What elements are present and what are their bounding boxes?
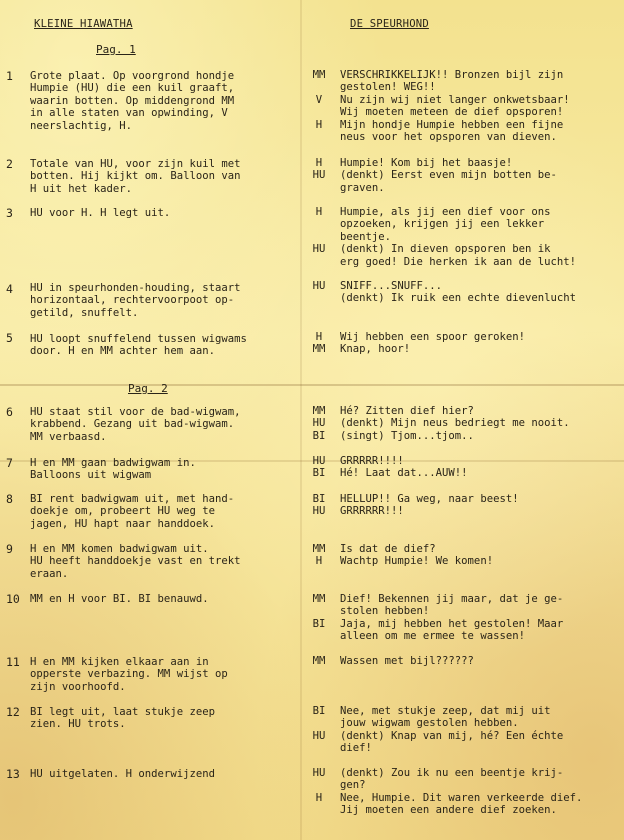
header-left-title: KLEINE HIAWATHA bbox=[34, 18, 133, 30]
scene-speakers: BI HU bbox=[312, 705, 326, 742]
scene-description: BI rent badwigwam uit, met hand- doekje om, probeert HU weg te jagen, HU hapt naar handdoek. bbox=[30, 493, 235, 530]
scene-speakers: BI HU bbox=[312, 493, 326, 518]
scene-description: HU staat stil voor de bad-wigwam, krabbend. Gezang uit bad-wigwam. MM verbaasd. bbox=[30, 406, 241, 443]
scene-speakers: HU H bbox=[312, 767, 326, 804]
scene-dialogue: Humpie, als jij een dief voor ons opzoeken, krijgen jij een lekker beentje. (denkt) In dieven opsporen ben ik erg goed! Die herken ik aan de lucht! bbox=[340, 206, 576, 268]
scene-dialogue: Dief! Bekennen jij maar, dat je ge- stolen hebben! Jaja, mij hebben het gestolen! Maar alleen om me ermee te wassen! bbox=[340, 593, 564, 643]
scene-dialogue: Is dat de dief? Wachtp Humpie! We komen! bbox=[340, 543, 494, 568]
scene-speakers: H HU bbox=[312, 157, 326, 182]
scene-dialogue: Hé? Zitten dief hier? (denkt) Mijn neus bedriegt me nooit. (singt) Tjom...tjom.. bbox=[340, 405, 570, 442]
scene-dialogue: GRRRRR!!!! Hé! Laat dat...AUW!! bbox=[340, 455, 468, 480]
scene-number: 1 bbox=[6, 69, 13, 83]
scene-number: 6 bbox=[6, 405, 13, 419]
scene-dialogue: SNIFF...SNUFF... (denkt) Ik ruik een echte dievenlucht bbox=[340, 280, 576, 305]
scene-dialogue: Nee, met stukje zeep, dat mij uit jouw wigwam gestolen hebben. (denkt) Knap van mij, hé? Een échte dief! bbox=[340, 705, 564, 755]
scene-description: BI legt uit, laat stukje zeep zien. HU trots. bbox=[30, 706, 215, 731]
scene-dialogue: HELLUP!! Ga weg, naar beest! GRRRRRR!!! bbox=[340, 493, 519, 518]
scene-speakers: MM bbox=[312, 655, 326, 667]
scene-dialogue: Wassen met bijl?????? bbox=[340, 655, 474, 667]
paper-fold-vertical bbox=[300, 0, 302, 840]
scene-description: Totale van HU, voor zijn kuil met botten. Hij kijkt om. Balloon van H uit het kader. bbox=[30, 158, 241, 195]
paper-fold-line bbox=[0, 384, 624, 386]
scene-dialogue: (denkt) Zou ik nu een beentje krij- gen? Nee, Humpie. Dit waren verkeerde dief. Jij moeten een andere dief zoeken. bbox=[340, 767, 583, 817]
scene-speakers: MM H bbox=[312, 543, 326, 568]
scene-speakers: MM BI bbox=[312, 593, 326, 630]
scene-number: 9 bbox=[6, 542, 13, 556]
scene-speakers: H MM bbox=[312, 331, 326, 356]
scene-number: 10 bbox=[6, 592, 20, 606]
scene-number: 7 bbox=[6, 456, 13, 470]
page-heading-2: Pag. 2 bbox=[128, 382, 168, 395]
scene-dialogue: VERSCHRIKKELIJK!! Bronzen bijl zijn gestolen! WEG!! Nu zijn wij niet langer onkwetsbaar! Wij moeten meteen de dief opsporen! Mijn hondje Humpie hebben een fijne neus voor het opsporen van dieven. bbox=[340, 69, 570, 144]
scene-number: 5 bbox=[6, 331, 13, 345]
scene-number: 11 bbox=[6, 655, 20, 669]
scene-number: 8 bbox=[6, 492, 13, 506]
scene-description: H en MM kijken elkaar aan in opperste verbazing. MM wijst op zijn voorhoofd. bbox=[30, 656, 228, 693]
scene-number: 13 bbox=[6, 767, 20, 781]
scene-number: 12 bbox=[6, 705, 20, 719]
scene-speakers: HU bbox=[312, 280, 326, 292]
scene-description: Grote plaat. Op voorgrond hondje Humpie (HU) die een kuil graaft, waarin botten. Op middengrond MM in alle staten van opwinding, V neerslachtig, H. bbox=[30, 70, 235, 132]
scene-speakers: H HU bbox=[312, 206, 326, 256]
scene-dialogue: Humpie! Kom bij het baasje! (denkt) Eerst even mijn botten be- graven. bbox=[340, 157, 557, 194]
scene-speakers: MM V H bbox=[312, 69, 326, 131]
header-right-title: DE SPEURHOND bbox=[350, 18, 429, 30]
scene-description: HU loopt snuffelend tussen wigwams door. H en MM achter hem aan. bbox=[30, 333, 247, 358]
scene-number: 4 bbox=[6, 282, 13, 296]
scene-speakers: HU BI bbox=[312, 455, 326, 480]
scene-description: HU in speurhonden-houding, staart horizontaal, rechtervoorpoot op- getild, snuffelt. bbox=[30, 282, 241, 319]
scene-description: HU uitgelaten. H onderwijzend bbox=[30, 768, 215, 780]
page-heading-1: Pag. 1 bbox=[96, 43, 136, 56]
scene-description: MM en H voor BI. BI benauwd. bbox=[30, 593, 209, 605]
scene-description: HU voor H. H legt uit. bbox=[30, 207, 171, 219]
scene-description: H en MM gaan badwigwam in. Balloons uit wigwam bbox=[30, 457, 196, 482]
scene-number: 3 bbox=[6, 206, 13, 220]
scene-number: 2 bbox=[6, 157, 13, 171]
scene-speakers: MM HU BI bbox=[312, 405, 326, 442]
scene-description: H en MM komen badwigwam uit. HU heeft handdoekje vast en trekt eraan. bbox=[30, 543, 241, 580]
scene-dialogue: Wij hebben een spoor geroken! Knap, hoor! bbox=[340, 331, 525, 356]
